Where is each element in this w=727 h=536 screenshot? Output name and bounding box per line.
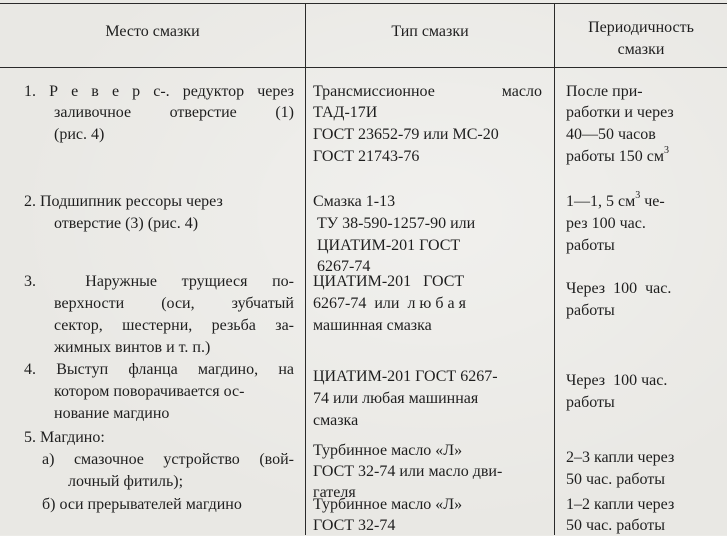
row4-place-line2: котором поворачивается ос- <box>54 383 245 400</box>
row4-place-line3: нование магдино <box>54 405 170 422</box>
row3-place-line3: сектор, шестерни, резьба за- <box>54 317 294 334</box>
row5-period-a-line1: 2–3 капли через <box>566 449 675 466</box>
header-place: Место смазки <box>105 23 200 40</box>
row1-type-line4: ГОСТ 21743-76 <box>313 148 420 165</box>
row3-period-line1: Через 100 час. <box>566 280 672 297</box>
column-divider-2 <box>554 3 555 535</box>
row4-type-line1: ЦИАТИМ-201 ГОСТ 6267- <box>313 368 498 385</box>
row1-period-line1: После при- <box>566 83 643 100</box>
row5-place-line4: б) оси прерывателей магдино <box>42 496 242 513</box>
row2-type-line4: 6267-74 <box>313 258 371 275</box>
row3-place-line1: 3. Наружные трущиеся по- <box>24 273 294 290</box>
row4-type-line3: смазка <box>313 412 359 429</box>
row3-type-line1: ЦИАТИМ-201 ГОСТ <box>313 273 465 290</box>
row1-type-line1: Трансмиссионное масло <box>313 83 542 100</box>
header-period-line2: смазки <box>617 41 665 58</box>
row1-period-line3: 40—50 часов <box>566 126 656 143</box>
row5-type-b-line1: Турбинное масло «Л» <box>313 496 463 513</box>
row5-type-a-line1: Турбинное масло «Л» <box>313 442 463 459</box>
row3-place-line4: жимных винтов и т. п.) <box>54 339 211 356</box>
row5-period-b-line2: 50 час. работы <box>566 517 666 534</box>
row3-place-line2: верхности (оси, зубчатый <box>54 295 294 312</box>
row2-period-line1: 1—1, 5 $см^3$ че- <box>566 189 665 210</box>
row5-place-line2: а) смазочное устройство (вой- <box>42 451 294 468</box>
row5-place-line1: 5. Магдино: <box>24 429 105 446</box>
row4-period-line1: Через 100 час. <box>566 372 668 389</box>
row4-period-line2: работы <box>566 394 615 411</box>
header-period-line1: Периодичность <box>588 19 694 36</box>
header-bottom-rule <box>0 67 727 68</box>
row2-place-line2: отверстие (3) (рис. 4) <box>54 215 199 232</box>
row1-place-line2: заливочное отверстие (1) <box>54 104 294 121</box>
row5-type-a-line3: гателя <box>313 484 356 501</box>
row3-type-line3: машинная смазка <box>313 317 432 334</box>
row4-type-line2: 74 или любая машинная <box>313 390 479 407</box>
row1-place-line3: (рис. 4) <box>54 126 105 143</box>
row2-type-line2: ТУ 38-590-1257-90 или <box>313 215 476 232</box>
row3-period-line2: работы <box>566 302 615 319</box>
row1-type-line3: ГОСТ 23652-79 или МС-20 <box>313 126 499 143</box>
row2-period-line2: рез 100 час. <box>566 215 646 232</box>
row1-period-line2: работки и через <box>566 104 674 121</box>
column-divider-1 <box>305 3 306 535</box>
row1-type-line2: ТАД-17И <box>313 104 378 121</box>
row4-place-line1: 4. Выступ фланца магдино, на <box>24 361 294 378</box>
row2-place-line1: 2. Подшипник рессоры через <box>24 193 223 210</box>
row2-period-line3: работы <box>566 237 615 254</box>
row5-period-b-line1: 1–2 капли через <box>566 496 675 513</box>
table-top-rule <box>0 3 727 4</box>
row3-type-line2: 6267-74 или л ю б а я <box>313 295 466 312</box>
row5-type-b-line2: ГОСТ 32-74 <box>313 517 396 534</box>
row5-type-a-line2: ГОСТ 32-74 или масло дви- <box>313 463 503 480</box>
row1-place-line1: 1. Р е в е р с-. редуктор через <box>24 83 294 100</box>
header-type: Тип смазки <box>391 23 469 40</box>
row5-place-line3: лочный фитиль); <box>68 473 184 490</box>
row5-period-a-line2: 50 час. работы <box>566 471 666 488</box>
row2-type-line3: ЦИАТИМ-201 ГОСТ <box>313 237 461 254</box>
row2-type-line1: Смазка 1-13 <box>313 193 396 210</box>
row1-period-line4: работы 150 $см^3$ <box>566 144 669 165</box>
